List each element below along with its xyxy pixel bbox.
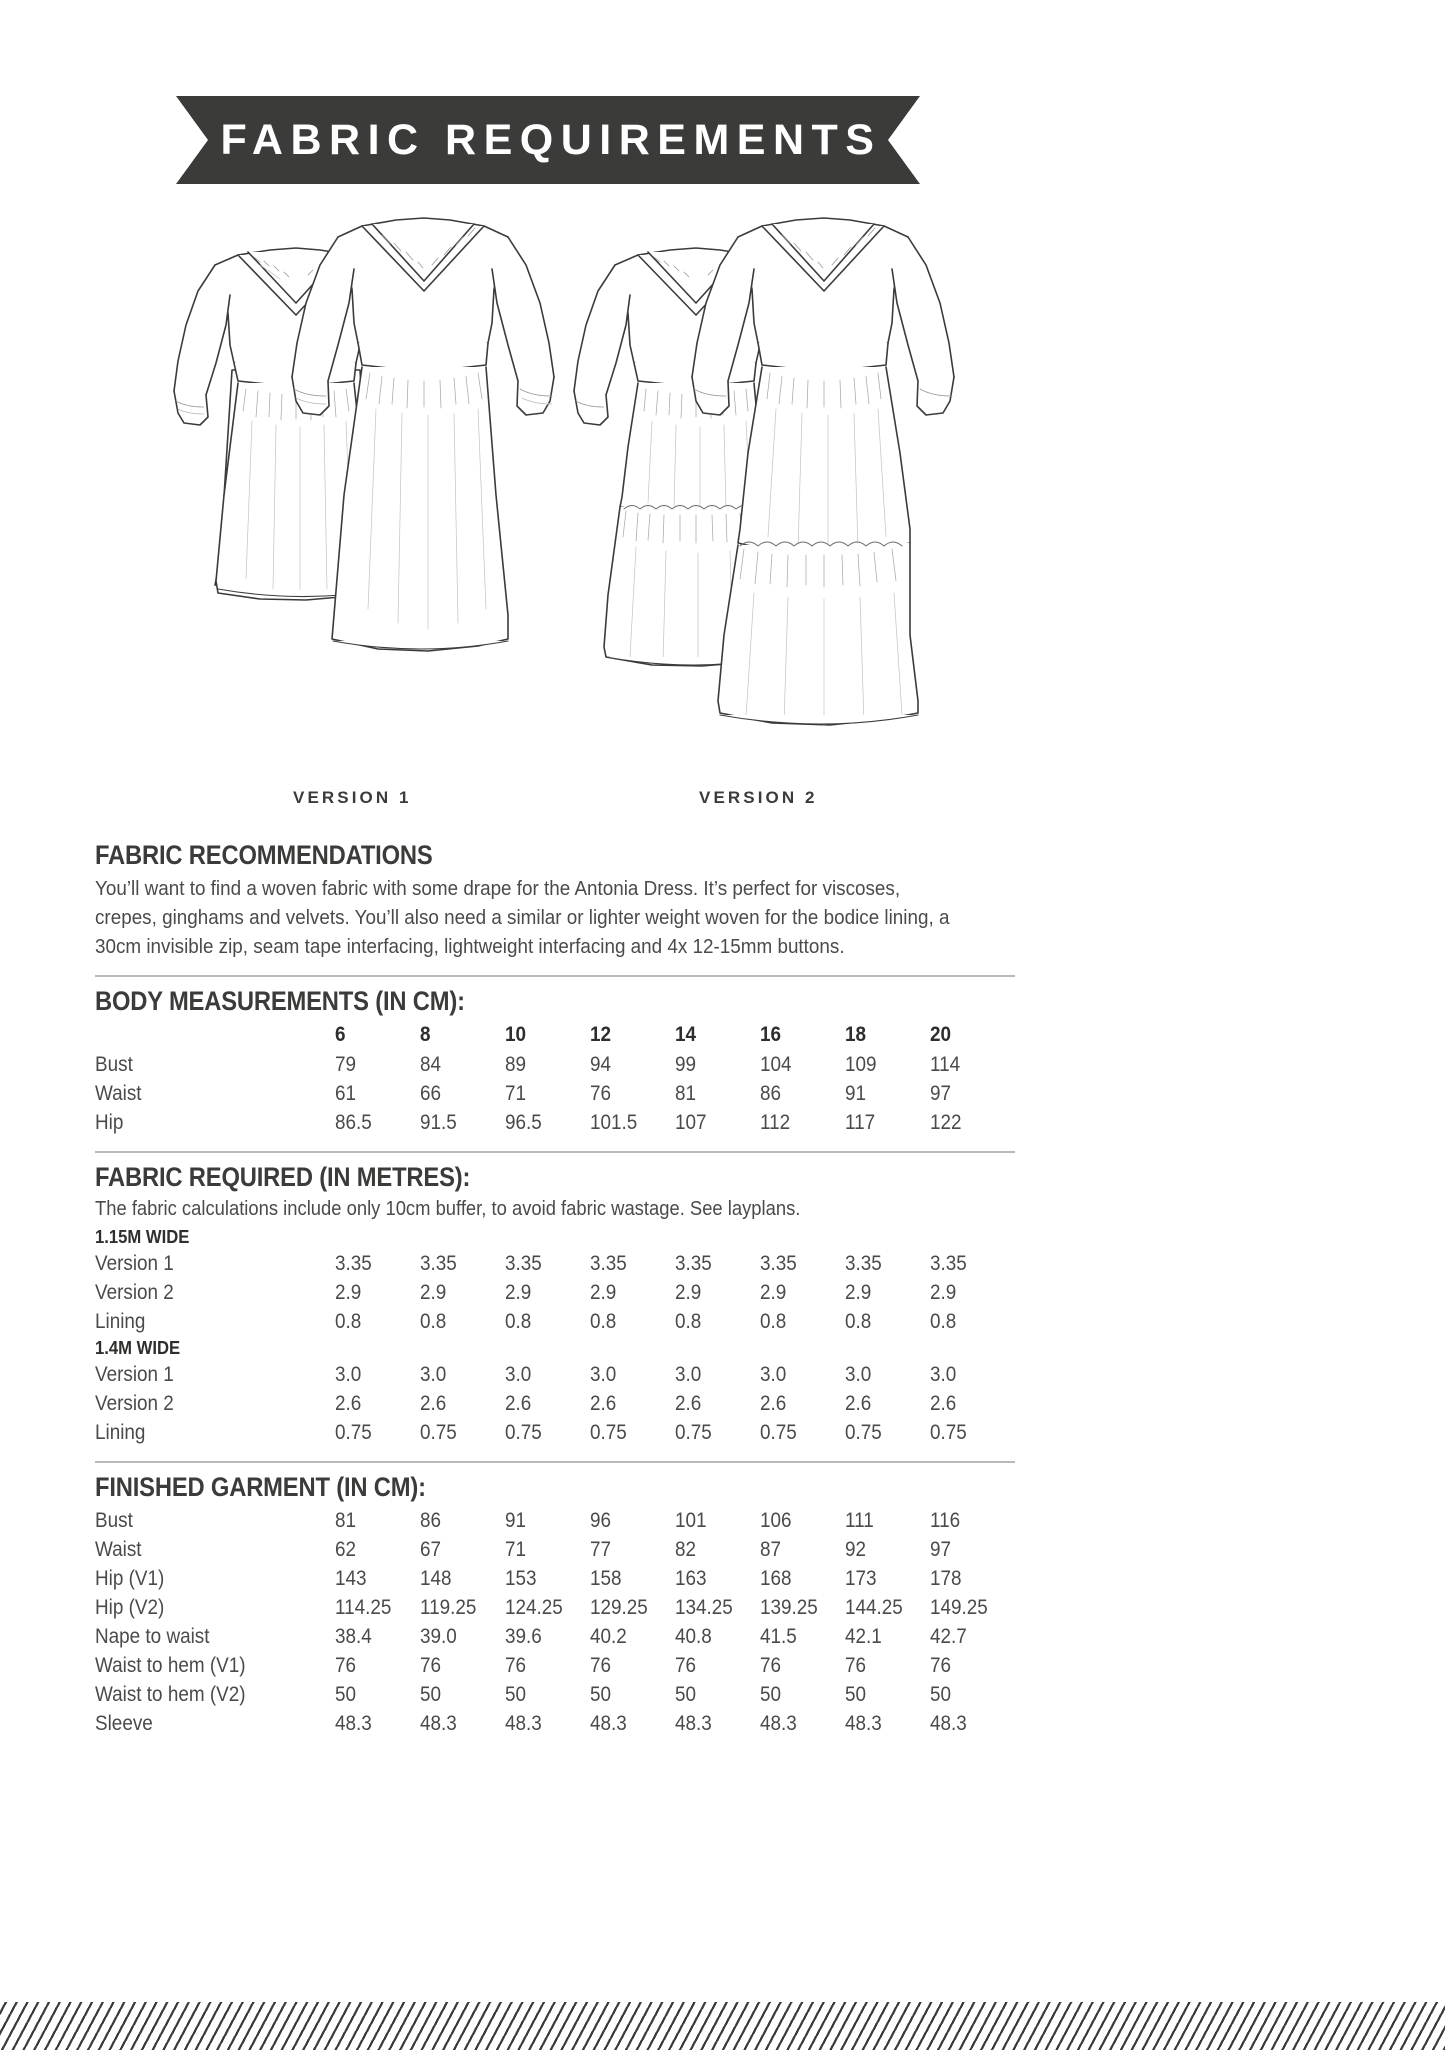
row-label-cell: Hip (V2)	[95, 1596, 165, 1619]
divider-1	[95, 975, 1015, 977]
table-row: Hip (V1) 143 148 153 158 163 168 173 178	[95, 1564, 1015, 1593]
row-label-cell: Bust	[95, 1509, 133, 1532]
table-row: Bust 81 86 91 96 101 106 111 116	[95, 1506, 1015, 1535]
table-row: Nape to waist 38.4 39.0 39.6 40.2 40.8 41.5 42.1 42.7	[95, 1622, 1015, 1651]
recommendation-line-3: 30cm invisible zip, seam tape interfacing, lightweight interfacing and 4x 12-15mm buttons.	[95, 935, 845, 958]
technical-flats-illustration	[120, 195, 1330, 785]
row-label-cell: Bust	[95, 1053, 133, 1076]
fabric-required-heading: FABRIC REQUIRED (IN METRES):	[95, 1162, 471, 1192]
fabric-required-14-table	[95, 1360, 1015, 1447]
size-header-cell: 18	[845, 1023, 867, 1046]
finished-garment-section	[95, 1472, 1015, 1738]
table-row: Waist to hem (V1) 76 76 76 76 76 76 76 76	[95, 1651, 1015, 1680]
table-row: Hip 86.5 91.5 96.5 101.5 107 112 117 122	[95, 1108, 1015, 1137]
row-label-cell: Waist to hem (V1)	[95, 1654, 246, 1677]
row-label-cell: Waist	[95, 1082, 142, 1105]
size-header-cell: 8	[420, 1023, 431, 1046]
table-row: Version 1 3.35 3.35 3.35 3.35 3.35 3.35 3.35 3.35	[95, 1249, 1015, 1278]
row-label-cell: Nape to waist	[95, 1625, 210, 1648]
content-column	[95, 840, 1015, 1738]
table-row: Hip (V2) 114.25 119.25 124.25 129.25 134.25 139.25 144.25 149.25	[95, 1593, 1015, 1622]
body-measurements-table	[95, 1020, 1015, 1137]
size-header-cell: 16	[760, 1023, 782, 1046]
fabric-recommendations-text	[95, 874, 1009, 961]
size-header-blank	[95, 1020, 335, 1050]
table-row: Lining 0.75 0.75 0.75 0.75 0.75 0.75 0.75 0.75	[95, 1418, 1015, 1447]
version-2-label: VERSION 2	[699, 788, 818, 807]
fabric-required-section	[95, 1162, 1015, 1447]
size-header-row	[95, 1020, 1015, 1050]
size-header-cell: 20	[930, 1023, 952, 1046]
fabric-recommendations-section	[95, 840, 1015, 961]
table-row: Waist to hem (V2) 50 50 50 50 50 50 50 50	[95, 1680, 1015, 1709]
table-row: Lining 0.8 0.8 0.8 0.8 0.8 0.8 0.8 0.8	[95, 1307, 1015, 1336]
fabric-required-115-table	[95, 1249, 1015, 1336]
body-measurements-section	[95, 986, 1015, 1137]
size-header-cell: 6	[335, 1023, 346, 1046]
divider-3	[95, 1461, 1015, 1463]
width-group-1-label: 1.15M WIDE	[95, 1226, 190, 1247]
fabric-required-note: The fabric calculations include only 10cm buffer, to avoid fabric wastage. See layplans.	[95, 1198, 801, 1220]
row-label-cell: Waist to hem (V2)	[95, 1683, 246, 1706]
page-banner	[176, 96, 920, 184]
width-group-2-label: 1.4M WIDE	[95, 1337, 181, 1358]
table-row: Version 1 3.0 3.0 3.0 3.0 3.0 3.0 3.0 3.0	[95, 1360, 1015, 1389]
body-measurements-heading: BODY MEASUREMENTS (IN CM):	[95, 986, 465, 1016]
footer-stripe-band	[0, 2002, 1445, 2050]
row-label-cell: Version 2	[95, 1281, 174, 1304]
table-row: Bust 79 84 89 94 99 104 109 114	[95, 1050, 1015, 1079]
fabric-recommendations-heading: FABRIC RECOMMENDATIONS	[95, 840, 433, 870]
row-label-cell: Version 2	[95, 1392, 174, 1415]
row-label-cell: Hip	[95, 1111, 124, 1134]
row-label-cell: Sleeve	[95, 1712, 153, 1735]
row-label-cell: Version 1	[95, 1252, 174, 1275]
table-row: Sleeve 48.3 48.3 48.3 48.3 48.3 48.3 48.3 48.3	[95, 1709, 1015, 1738]
finished-garment-table	[95, 1506, 1015, 1738]
table-row: Waist 61 66 71 76 81 86 91 97	[95, 1079, 1015, 1108]
page-title: FABRIC REQUIREMENTS	[220, 115, 882, 164]
row-label-cell: Lining	[95, 1421, 146, 1444]
table-row: Version 2 2.6 2.6 2.6 2.6 2.6 2.6 2.6 2.6	[95, 1389, 1015, 1418]
row-label-cell: Lining	[95, 1310, 146, 1333]
finished-garment-heading: FINISHED GARMENT (IN CM):	[95, 1472, 426, 1502]
row-label-cell: Waist	[95, 1538, 142, 1561]
recommendation-line-1: You’ll want to find a woven fabric with some drape for the Antonia Dress. It’s perfect for viscoses,	[95, 877, 901, 900]
table-row: Waist 62 67 71 77 82 87 92 97	[95, 1535, 1015, 1564]
row-label-cell: Version 1	[95, 1363, 174, 1386]
version-1-label: VERSION 1	[293, 788, 412, 807]
row-label-cell: Hip (V1)	[95, 1567, 165, 1590]
size-header-cell: 10	[505, 1023, 527, 1046]
divider-2	[95, 1151, 1015, 1153]
table-row: Version 2 2.9 2.9 2.9 2.9 2.9 2.9 2.9 2.9	[95, 1278, 1015, 1307]
size-header-cell: 14	[675, 1023, 697, 1046]
size-header-cell: 12	[590, 1023, 612, 1046]
recommendation-line-2: crepes, ginghams and velvets. You’ll also need a similar or lighter weight woven for the bodice lining, a	[95, 906, 950, 929]
